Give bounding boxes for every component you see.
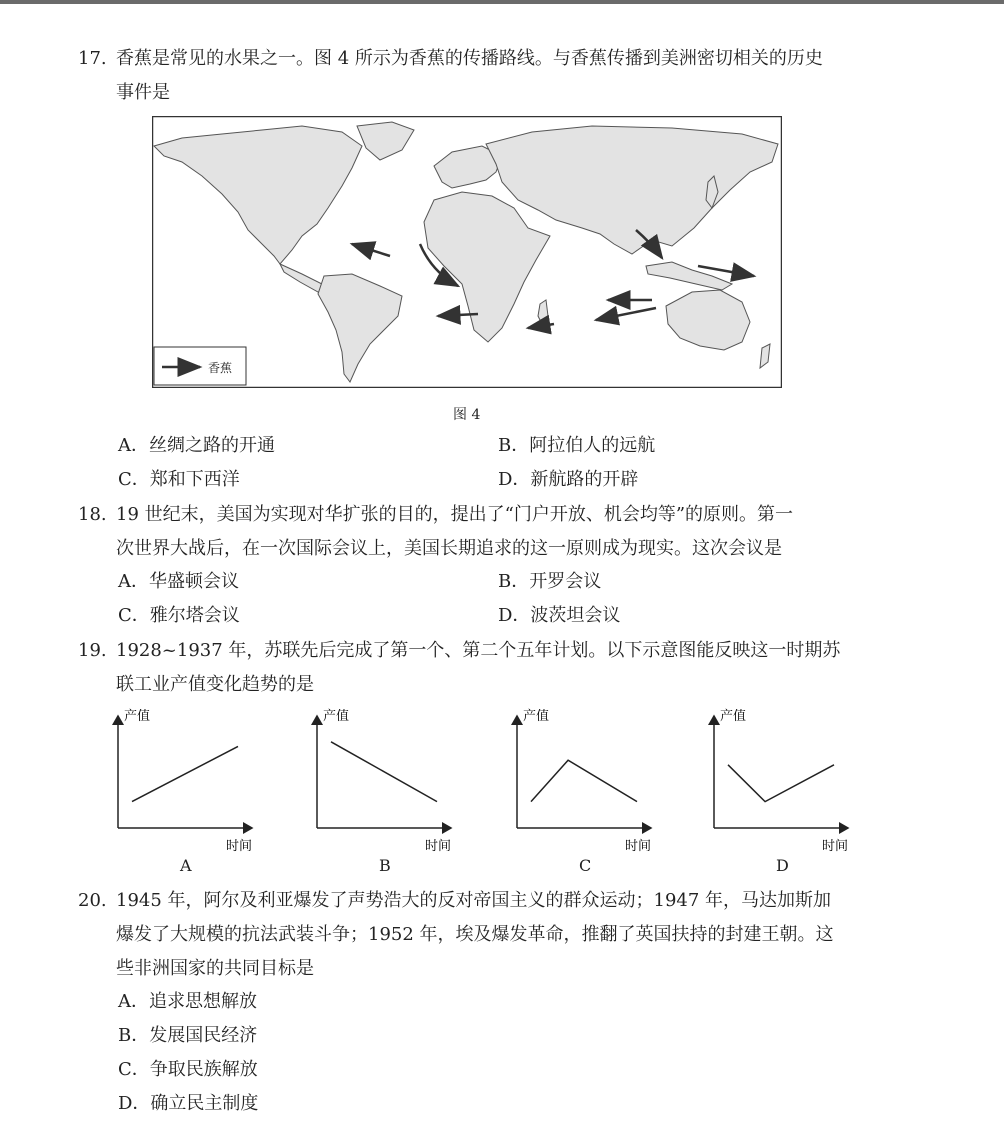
question-text-line3: 些非洲国家的共同目标是 <box>116 958 314 979</box>
chart-option-label: A <box>180 856 192 875</box>
y-axis-label: 产值 <box>523 709 550 724</box>
x-axis-label: 时间 <box>822 839 849 854</box>
q17-option-b: B．阿拉伯人的远航 <box>498 435 656 456</box>
chart-option-label: C <box>579 856 592 875</box>
figure-caption: 图 4 <box>453 407 481 423</box>
y-axis-label: 产值 <box>323 709 350 724</box>
question-text-line1: 香蕉是常见的水果之一。图 4 所示为香蕉的传播路线。与香蕉传播到美洲密切相关的历史 <box>116 48 823 69</box>
question-text-line1: 19 世纪末，美国为实现对华扩张的目的，提出了“门户开放、机会均等”的原则。第一 <box>116 504 794 525</box>
trend-chart-b <box>303 704 463 864</box>
question-text-line2: 爆发了大规模的抗法武装斗争；1952 年，埃及爆发革命，推翻了英国扶持的封建王朝。这 <box>116 924 834 945</box>
question-text-line1: 1945 年，阿尔及利亚爆发了声势浩大的反对帝国主义的群众运动；1947 年，马达加斯加 <box>116 890 832 911</box>
q17-option-d: D．新航路的开辟 <box>498 469 639 490</box>
question-19 <box>78 634 878 702</box>
q17-option-a: A．丝绸之路的开通 <box>118 435 275 456</box>
trend-line <box>728 765 834 802</box>
q18-option-a: A．华盛顿会议 <box>118 571 239 592</box>
question-number: 18. <box>78 504 107 525</box>
y-axis-label: 产值 <box>720 709 747 724</box>
world-map <box>152 116 782 388</box>
question-text-line2: 次世界大战后，在一次国际会议上，美国长期追求的这一原则成为现实。这次会议是 <box>116 538 782 559</box>
q17-option-c: C．郑和下西洋 <box>118 469 240 490</box>
y-axis-label: 产值 <box>124 709 151 724</box>
question-number: 20. <box>78 890 107 911</box>
world-map-figure <box>152 116 782 388</box>
question-text-line2: 联工业产值变化趋势的是 <box>116 674 314 695</box>
x-axis-label: 时间 <box>425 839 452 854</box>
trend-line <box>132 746 238 801</box>
chart-option-label: B <box>379 856 391 875</box>
question-text-line2: 事件是 <box>116 82 170 103</box>
top-border <box>0 0 1004 4</box>
q18-option-d: D．波茨坦会议 <box>498 605 621 626</box>
question-18 <box>78 498 878 566</box>
q20-option-a: A．追求思想解放 <box>118 991 257 1012</box>
question-text-line1: 1928~1937 年，苏联先后完成了第一个、第二个五年计划。以下示意图能反映这一时期苏 <box>116 640 841 661</box>
x-axis-label: 时间 <box>226 839 253 854</box>
q20-option-c: C．争取民族解放 <box>118 1059 258 1080</box>
trend-chart-c <box>503 704 663 864</box>
legend-label: 香蕉 <box>208 361 233 375</box>
trend-chart-a <box>104 704 264 864</box>
q18-option-c: C．雅尔塔会议 <box>118 605 240 626</box>
q18-option-b: B．开罗会议 <box>498 571 602 592</box>
x-axis-label: 时间 <box>625 839 652 854</box>
question-number: 19. <box>78 640 107 661</box>
trend-chart-d <box>700 704 860 864</box>
trend-line <box>531 760 637 801</box>
chart-option-label: D <box>776 856 789 875</box>
q20-option-b: B．发展国民经济 <box>118 1025 258 1046</box>
question-20 <box>78 884 878 986</box>
q20-option-d: D．确立民主制度 <box>118 1093 259 1114</box>
question-number: 17. <box>78 48 107 69</box>
trend-line <box>331 742 437 802</box>
question-17 <box>78 42 878 110</box>
